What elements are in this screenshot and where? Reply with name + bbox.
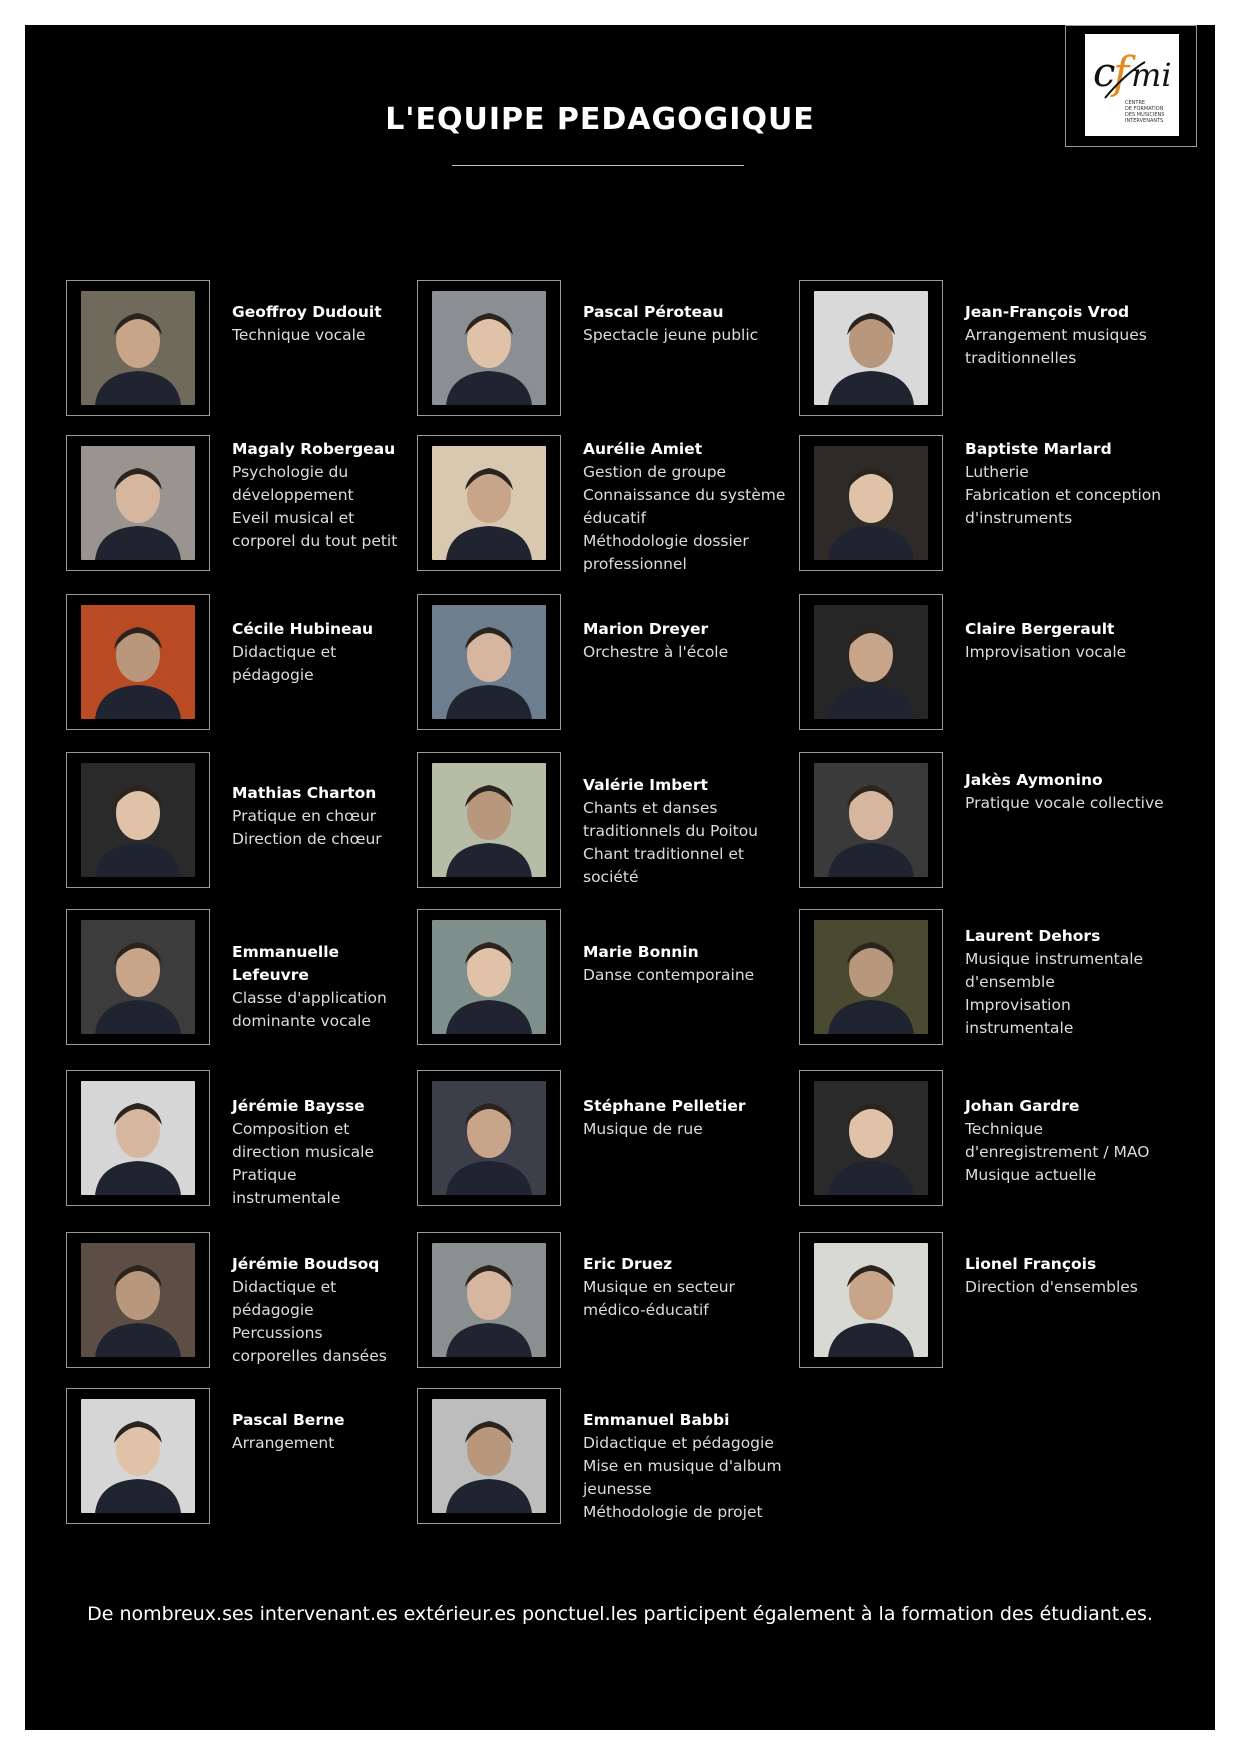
team-member-card — [799, 280, 1179, 430]
member-photo-frame — [799, 1232, 943, 1368]
portrait-placeholder-icon — [81, 1399, 195, 1513]
member-photo-frame — [66, 1388, 210, 1524]
member-role: Pratique — [232, 1166, 297, 1184]
member-role: Technique vocale — [232, 326, 366, 344]
portrait-placeholder-icon — [81, 1243, 195, 1357]
member-name: Pascal Péroteau — [583, 303, 724, 321]
member-portrait — [814, 605, 928, 719]
member-info — [583, 438, 788, 576]
portrait-placeholder-icon — [81, 446, 195, 560]
svg-text:DE FORMATION: DE FORMATION — [1125, 106, 1164, 112]
member-role: Arrangement — [232, 1434, 335, 1452]
portrait-placeholder-icon — [81, 1081, 195, 1195]
member-portrait — [81, 1081, 195, 1195]
member-photo-frame — [66, 594, 210, 730]
member-portrait — [814, 446, 928, 560]
member-photo-frame — [417, 909, 561, 1045]
member-name: Jakès Aymonino — [965, 771, 1103, 789]
member-photo-frame — [417, 435, 561, 571]
member-role: d'enregistrement / MAO — [965, 1143, 1150, 1161]
portrait-placeholder-icon — [81, 291, 195, 405]
member-info — [232, 618, 437, 687]
member-role: traditionnelles — [965, 349, 1077, 367]
member-role: Didactique et — [232, 643, 337, 661]
member-name: Eric Druez — [583, 1255, 673, 1273]
member-portrait — [81, 1243, 195, 1357]
member-portrait — [81, 763, 195, 877]
member-photo-frame — [799, 752, 943, 888]
member-name: Mathias Charton — [232, 784, 377, 802]
member-role: Orchestre à l'école — [583, 643, 729, 661]
team-member-card — [417, 594, 797, 744]
svg-text:INTERVENANTS: INTERVENANTS — [1125, 118, 1164, 124]
member-role: traditionnels du Poitou — [583, 822, 759, 840]
member-portrait — [81, 446, 195, 560]
member-role: professionnel — [583, 555, 687, 573]
member-photo-frame — [799, 594, 943, 730]
member-role: d'instruments — [965, 509, 1073, 527]
member-name: Pascal Berne — [232, 1411, 345, 1429]
portrait-placeholder-icon — [814, 291, 928, 405]
member-role: pédagogie — [232, 666, 314, 684]
member-portrait — [81, 291, 195, 405]
member-info — [583, 941, 788, 987]
member-photo-frame — [66, 909, 210, 1045]
member-role: éducatif — [583, 509, 647, 527]
svg-text:DES MUSICIENS: DES MUSICIENS — [1125, 112, 1165, 118]
member-role: médico-éducatif — [583, 1301, 709, 1319]
member-portrait — [432, 446, 546, 560]
portrait-placeholder-icon — [432, 763, 546, 877]
portrait-placeholder-icon — [432, 920, 546, 1034]
member-role: dominante vocale — [232, 1012, 371, 1030]
member-role: jeunesse — [583, 1480, 652, 1498]
member-portrait — [814, 1081, 928, 1195]
member-role: Méthodologie dossier — [583, 532, 749, 550]
member-info — [232, 301, 437, 347]
portrait-placeholder-icon — [432, 605, 546, 719]
portrait-placeholder-icon — [81, 920, 195, 1034]
member-info — [965, 769, 1170, 815]
member-role: Mise en musique d'album — [583, 1457, 782, 1475]
member-role: société — [583, 868, 639, 886]
portrait-placeholder-icon — [81, 605, 195, 719]
team-member-card — [417, 435, 797, 585]
member-name: Emmanuelle — [232, 943, 340, 961]
member-role: Gestion de groupe — [583, 463, 727, 481]
member-photo-frame — [66, 435, 210, 571]
member-photo-frame — [66, 1232, 210, 1368]
member-info — [965, 618, 1170, 664]
page-title: L'EQUIPE PEDAGOGIQUE — [385, 102, 815, 137]
team-member-card — [66, 1070, 446, 1220]
member-photo-frame — [799, 909, 943, 1045]
member-role: Pratique vocale collective — [965, 794, 1164, 812]
member-role: Arrangement musiques — [965, 326, 1147, 344]
member-portrait — [432, 1243, 546, 1357]
portrait-placeholder-icon — [814, 763, 928, 877]
portrait-placeholder-icon — [814, 605, 928, 719]
member-name: Valérie Imbert — [583, 776, 708, 794]
member-name: Emmanuel Babbi — [583, 1411, 730, 1429]
member-role: Improvisation — [965, 996, 1071, 1014]
member-role: Didactique et — [232, 1278, 337, 1296]
member-portrait — [814, 291, 928, 405]
member-info — [232, 438, 437, 553]
member-portrait — [432, 1081, 546, 1195]
member-info — [232, 782, 437, 851]
member-role: Fabrication et conception — [965, 486, 1162, 504]
footer-note: De nombreux.ses intervenant.es extérieur.es ponctuel.les participent également à la formation des étudiant.es. — [87, 1603, 1153, 1625]
member-role: Musique en secteur — [583, 1278, 735, 1296]
member-role: Connaissance du système — [583, 486, 786, 504]
team-member-card — [66, 909, 446, 1059]
member-info — [965, 438, 1170, 530]
member-photo-frame — [799, 280, 943, 416]
member-info — [232, 1409, 437, 1455]
member-name: Jérémie Boudsoq — [232, 1255, 380, 1273]
portrait-placeholder-icon — [432, 1081, 546, 1195]
member-name: Claire Bergerault — [965, 620, 1115, 638]
team-member-card — [66, 435, 446, 585]
member-role: Classe d'application — [232, 989, 387, 1007]
member-info — [583, 618, 788, 664]
member-role: Musique actuelle — [965, 1166, 1097, 1184]
svg-text:CENTRE: CENTRE — [1125, 100, 1146, 106]
member-portrait — [814, 1243, 928, 1357]
member-name: Marie Bonnin — [583, 943, 699, 961]
team-member-card — [417, 1070, 797, 1220]
team-member-card — [66, 280, 446, 430]
portrait-placeholder-icon — [814, 1081, 928, 1195]
member-photo-frame — [417, 1388, 561, 1524]
member-role: instrumentale — [232, 1189, 341, 1207]
member-role: Lutherie — [965, 463, 1029, 481]
portrait-placeholder-icon — [814, 446, 928, 560]
member-info — [583, 1095, 788, 1141]
svg-text:c: c — [1093, 50, 1116, 96]
member-photo-frame — [417, 1070, 561, 1206]
team-member-card — [799, 435, 1179, 585]
logo-frame — [1065, 25, 1197, 147]
member-role: Direction de chœur — [232, 830, 382, 848]
member-photo-frame — [799, 1070, 943, 1206]
portrait-placeholder-icon — [81, 763, 195, 877]
team-member-card — [799, 909, 1179, 1059]
member-role: développement — [232, 486, 354, 504]
cfmi-logo-mark — [1085, 34, 1179, 136]
member-name-line2: Lefeuvre — [232, 966, 309, 984]
member-info — [965, 1095, 1170, 1187]
member-role: direction musicale — [232, 1143, 375, 1161]
member-photo-frame — [417, 1232, 561, 1368]
member-info — [232, 1253, 437, 1368]
portrait-placeholder-icon — [432, 446, 546, 560]
member-photo-frame — [417, 594, 561, 730]
member-role: Psychologie du — [232, 463, 349, 481]
member-role: Pratique en chœur — [232, 807, 377, 825]
member-role: Didactique et pédagogie — [583, 1434, 774, 1452]
member-info — [583, 1409, 788, 1524]
member-photo-frame — [799, 435, 943, 571]
member-portrait — [814, 763, 928, 877]
team-member-card — [799, 752, 1179, 902]
member-name: Jérémie Baysse — [232, 1097, 365, 1115]
member-name: Geoffroy Dudouit — [232, 303, 382, 321]
member-name: Marion Dreyer — [583, 620, 709, 638]
member-role: Technique — [965, 1120, 1044, 1138]
member-info — [965, 301, 1170, 370]
member-role: Improvisation vocale — [965, 643, 1127, 661]
member-info — [232, 941, 437, 1033]
team-member-card — [799, 594, 1179, 744]
team-member-card — [799, 1232, 1179, 1382]
member-name: Magaly Robergeau — [232, 440, 396, 458]
team-member-card — [799, 1070, 1179, 1220]
member-portrait — [432, 1399, 546, 1513]
portrait-placeholder-icon — [432, 1243, 546, 1357]
team-member-card — [66, 594, 446, 744]
cfmi-logo — [1085, 34, 1179, 136]
member-portrait — [432, 763, 546, 877]
member-name: Jean-François Vrod — [965, 303, 1130, 321]
member-portrait — [432, 605, 546, 719]
member-portrait — [81, 1399, 195, 1513]
team-member-card — [417, 752, 797, 902]
member-name: Aurélie Amiet — [583, 440, 703, 458]
member-role: Composition et — [232, 1120, 350, 1138]
member-info — [232, 1095, 437, 1210]
title-underline — [452, 165, 744, 166]
member-portrait — [81, 920, 195, 1034]
member-role: Chant traditionnel et — [583, 845, 744, 863]
member-name: Johan Gardre — [965, 1097, 1080, 1115]
member-role: Percussions — [232, 1324, 323, 1342]
member-role: instrumentale — [965, 1019, 1074, 1037]
member-role: pédagogie — [232, 1301, 314, 1319]
member-name: Lionel François — [965, 1255, 1097, 1273]
member-name: Laurent Dehors — [965, 927, 1101, 945]
team-member-card — [417, 909, 797, 1059]
member-info — [583, 1253, 788, 1322]
member-role: Musique de rue — [583, 1120, 703, 1138]
member-photo-frame — [417, 752, 561, 888]
member-role: Eveil musical et — [232, 509, 355, 527]
team-member-card — [66, 1232, 446, 1382]
team-member-card — [417, 1388, 797, 1538]
member-photo-frame — [66, 1070, 210, 1206]
member-role: Musique instrumentale — [965, 950, 1144, 968]
member-info — [583, 301, 788, 347]
member-info — [965, 925, 1170, 1040]
member-name: Stéphane Pelletier — [583, 1097, 746, 1115]
member-role: Chants et danses — [583, 799, 718, 817]
member-portrait — [81, 605, 195, 719]
member-role: Spectacle jeune public — [583, 326, 759, 344]
member-role: Méthodologie de projet — [583, 1503, 763, 1521]
member-name: Baptiste Marlard — [965, 440, 1112, 458]
portrait-placeholder-icon — [814, 1243, 928, 1357]
member-portrait — [432, 291, 546, 405]
member-role: d'ensemble — [965, 973, 1055, 991]
member-portrait — [432, 920, 546, 1034]
member-role: Direction d'ensembles — [965, 1278, 1138, 1296]
member-photo-frame — [66, 280, 210, 416]
member-name: Cécile Hubineau — [232, 620, 374, 638]
team-member-card — [66, 752, 446, 902]
team-member-card — [417, 280, 797, 430]
portrait-placeholder-icon — [432, 291, 546, 405]
member-photo-frame — [417, 280, 561, 416]
member-photo-frame — [66, 752, 210, 888]
svg-text:mi: mi — [1131, 56, 1172, 94]
team-member-card — [66, 1388, 446, 1538]
member-portrait — [814, 920, 928, 1034]
team-member-card — [417, 1232, 797, 1382]
member-info — [583, 774, 788, 889]
svg-text:f: f — [1113, 48, 1130, 99]
member-role: corporel du tout petit — [232, 532, 398, 550]
portrait-placeholder-icon — [432, 1399, 546, 1513]
member-info — [965, 1253, 1170, 1299]
member-role: Danse contemporaine — [583, 966, 755, 984]
portrait-placeholder-icon — [814, 920, 928, 1034]
member-role: corporelles dansées — [232, 1347, 387, 1365]
